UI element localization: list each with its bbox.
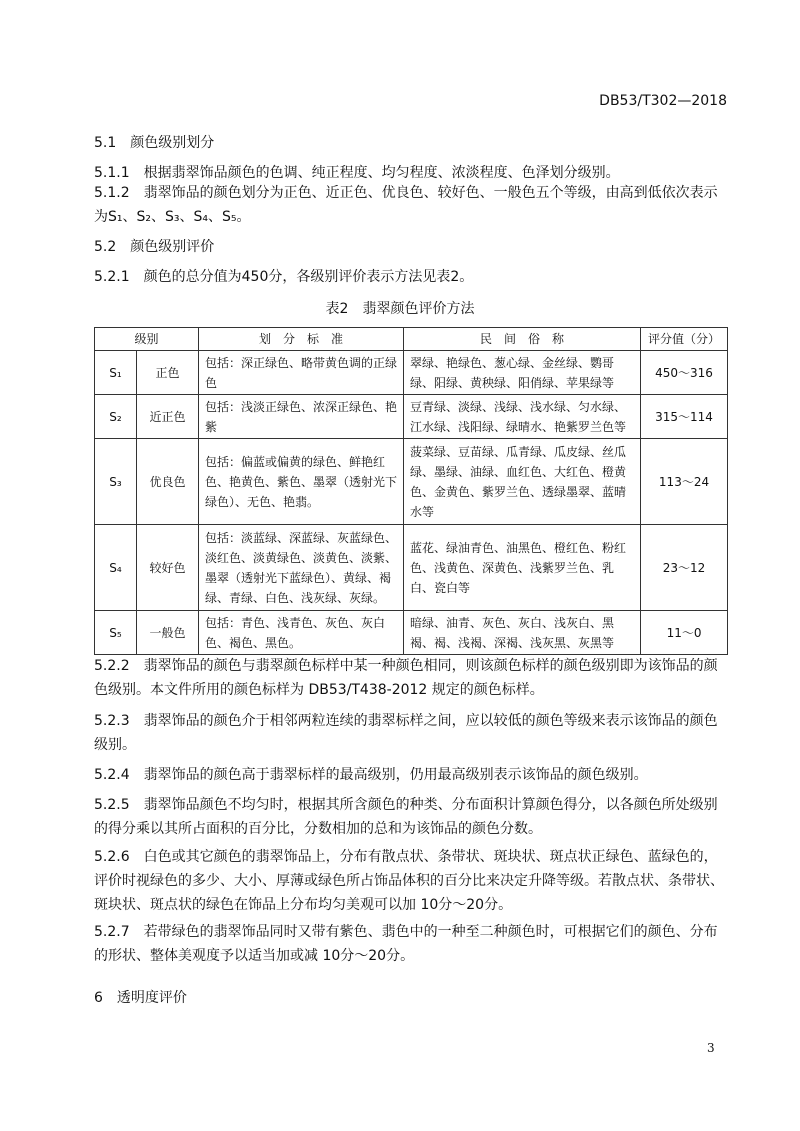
clause-text: 翡翠饰品颜色不均匀时，根据其所含颜色的种类、分布面积计算颜色得分，以各颜色所处级别的得分乘以其所占面积的百分比，分数相加的总和为该饰品的颜色分数。	[94, 797, 718, 837]
header-folk-names: 民 间 俗 称	[404, 328, 641, 351]
paragraph-5-2-5	[94, 793, 730, 841]
paragraph-5-2-6	[94, 845, 730, 917]
clause-text: 翡翠饰品的颜色介于相邻两粒连续的翡翠标样之间，应以较低的颜色等级来表示该饰品的颜色级别。	[94, 713, 718, 753]
folk-names-cell: 暗绿、油青、灰色、灰白、浅灰白、黑褐、褐、浅褐、深褐、浅灰黑、灰黑等	[404, 611, 641, 655]
paragraph-5-1-2	[94, 181, 730, 229]
level-code: S₄	[95, 525, 137, 611]
table-row	[95, 439, 728, 525]
clause-text: 翡翠饰品的颜色划分为正色、近正色、优良色、较好色、一般色五个等级，由高到低依次表示为S₁、S₂、S₃、S₄、S₅。	[94, 185, 718, 225]
header-score: 评分值（分）	[641, 328, 728, 351]
level-code: S₁	[95, 351, 137, 395]
clause-text: 颜色的总分值为450分，各级别评价表示方法见表2。	[143, 269, 474, 285]
clause-number: 5.2.4	[94, 767, 130, 783]
criteria-cell: 包括：浅淡正绿色、浓深正绿色、艳紫	[199, 395, 404, 439]
folk-names-cell: 菠菜绿、豆苗绿、瓜青绿、瓜皮绿、丝瓜绿、墨绿、油绿、血红色、大红色、橙黄色、金黄色、紫罗兰色、透绿墨翠、蓝晴水等	[404, 439, 641, 525]
clause-number: 5.1.2	[94, 185, 130, 201]
criteria-cell: 包括：偏蓝或偏黄的绿色、鲜艳红色、艳黄色、紫色、墨翠（透射光下绿色）、无色、艳翡。	[199, 439, 404, 525]
clause-number: 5.2.7	[94, 924, 130, 940]
folk-names-cell: 翠绿、艳绿色、葱心绿、金丝绿、鹦哥绿、阳绿、黄秧绿、阳俏绿、苹果绿等	[404, 351, 641, 395]
clause-text: 若带绿色的翡翠饰品同时又带有紫色、翡色中的一种至二种颜色时，可根据它们的颜色、分布的形状、整体美观度予以适当加或减 10分～20分。	[94, 924, 718, 964]
table-row	[95, 525, 728, 611]
paragraph-5-2-2	[94, 654, 730, 702]
clause-number: 5.2.1	[94, 269, 130, 285]
score-cell: 11～0	[641, 611, 728, 655]
criteria-cell: 包括：深正绿色、略带黄色调的正绿色	[199, 351, 404, 395]
standard-code: DB53/T302—2018	[599, 93, 727, 109]
section-5-2-title: 5.2 颜色级别评价	[94, 239, 215, 255]
header-level: 级别	[95, 328, 199, 351]
header-criteria: 划 分 标 准	[199, 328, 404, 351]
folk-names-cell: 豆青绿、淡绿、浅绿、浅水绿、匀水绿、江水绿、浅阳绿、绿晴水、艳紫罗兰色等	[404, 395, 641, 439]
level-code: S₃	[95, 439, 137, 525]
clause-text: 翡翠饰品的颜色高于翡翠标样的最高级别，仍用最高级别表示该饰品的颜色级别。	[143, 767, 648, 783]
score-cell: 315～114	[641, 395, 728, 439]
level-name: 一般色	[137, 611, 199, 655]
level-name: 较好色	[137, 525, 199, 611]
criteria-cell: 包括：青色、浅青色、灰色、灰白色、褐色、黑色。	[199, 611, 404, 655]
level-name: 近正色	[137, 395, 199, 439]
clause-text: 根据翡翠饰品颜色的色调、纯正程度、均匀程度、浓淡程度、色泽划分级别。	[143, 165, 620, 181]
paragraph-5-2-7	[94, 920, 730, 968]
table-row	[95, 351, 728, 395]
folk-names-cell: 蓝花、绿油青色、油黑色、橙红色、粉红色、浅黄色、深黄色、浅紫罗兰色、乳白、瓷白等	[404, 525, 641, 611]
clause-number: 5.2.6	[94, 849, 130, 865]
level-name: 优良色	[137, 439, 199, 525]
level-code: S₂	[95, 395, 137, 439]
paragraph-5-2-1	[94, 265, 730, 289]
paragraph-5-2-4	[94, 763, 730, 787]
clause-text: 翡翠饰品的颜色与翡翠颜色标样中某一种颜色相同，则该颜色标样的颜色级别即为该饰品的颜色级别。本文件所用的颜色标样为 DB53/T438-2012 规定的颜色标样。	[94, 658, 718, 698]
criteria-cell: 包括：淡蓝绿、深蓝绿、灰蓝绿色、淡红色、淡黄绿色、淡黄色、淡紫、墨翠（透射光下蓝绿色）、黄绿、褐绿、青绿、白色、浅灰绿、灰绿。	[199, 525, 404, 611]
level-code: S₅	[95, 611, 137, 655]
level-name: 正色	[137, 351, 199, 395]
clause-text: 白色或其它颜色的翡翠饰品上，分布有散点状、条带状、斑块状、斑点状正绿色、蓝绿色的，评价时视绿色的多少、大小、厚薄或绿色所占饰品体积的百分比来决定升降等级。若散点状、条带状、斑块状、斑点状的绿色在饰品上分布均匀美观可以加 10分～20分。	[94, 849, 724, 913]
table-caption: 表2 翡翠颜色评价方法	[325, 301, 475, 317]
score-cell: 450～316	[641, 351, 728, 395]
section-5-1-title: 5.1 颜色级别划分	[94, 135, 215, 151]
table-row	[95, 611, 728, 655]
table-header-row	[95, 328, 728, 351]
clause-number: 5.2.3	[94, 713, 130, 729]
score-cell: 23～12	[641, 525, 728, 611]
paragraph-5-2-3	[94, 709, 730, 757]
clause-number: 5.1.1	[94, 165, 130, 181]
table-row	[95, 395, 728, 439]
color-grade-table	[94, 327, 728, 655]
score-cell: 113～24	[641, 439, 728, 525]
clause-number: 5.2.5	[94, 797, 130, 813]
page-number: 3	[707, 1041, 715, 1055]
section-6-title: 6 透明度评价	[94, 990, 187, 1006]
clause-number: 5.2.2	[94, 658, 130, 674]
